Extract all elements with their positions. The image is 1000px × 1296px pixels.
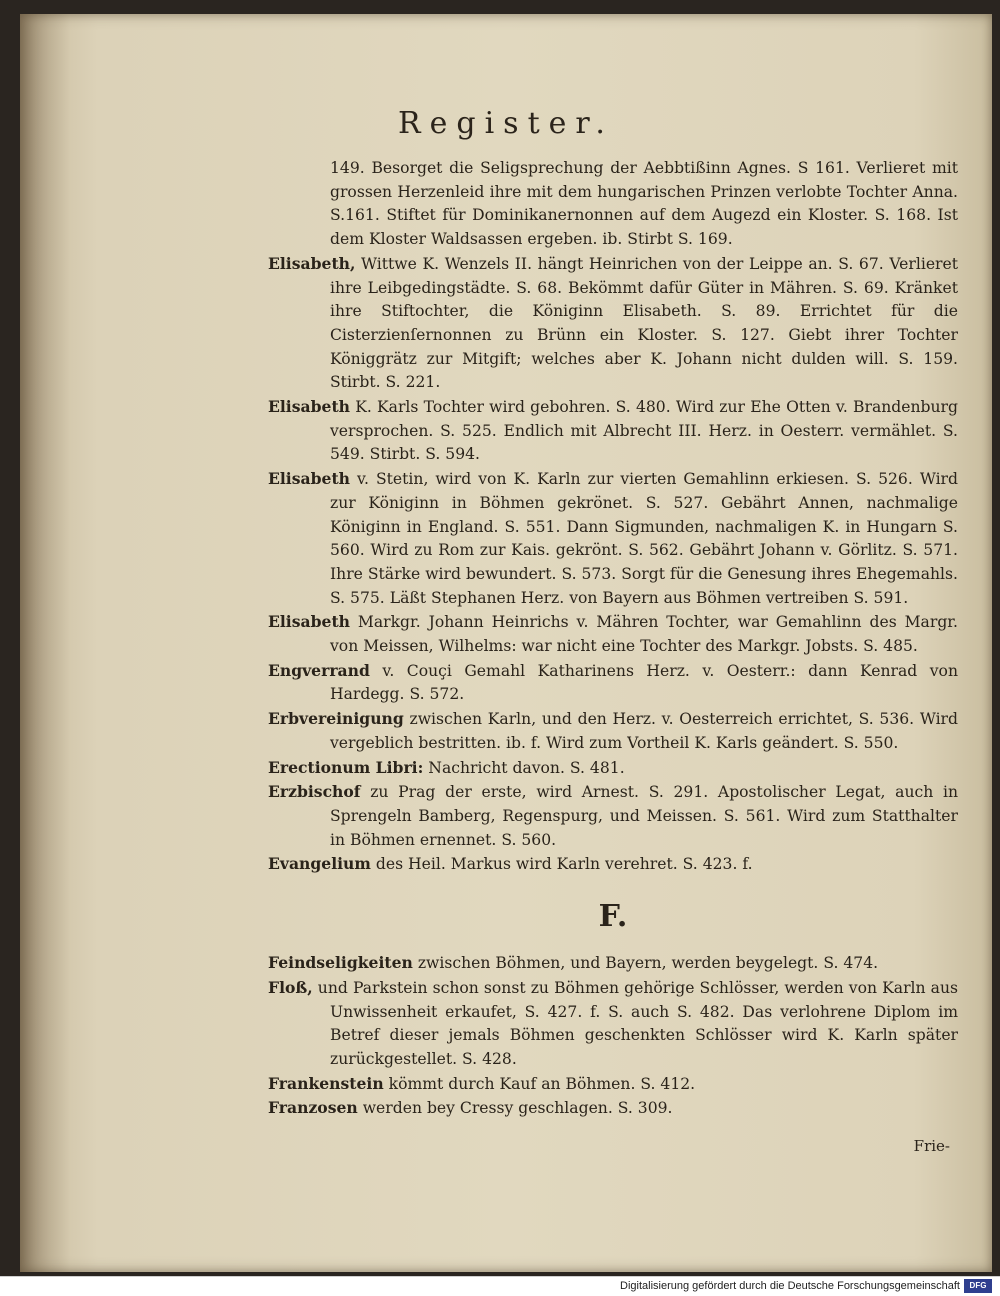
entry-lemma: Evangelium [268,854,371,874]
register-entry [268,756,958,781]
entry-text: Nachricht davon. S. 481. [423,758,625,777]
entry-text: 149. Besorget die Seligsprechung der Aebbtißinn Agnes. S 161. Verlieret mit grossen Herzenleid ihre mit dem hungarischen Prinzen verlobte Tochter Anna. S.161. Stiftet für Dominikanernonnen auf dem Augezd ein Kloster. S. 168. Ist dem Kloster Waldsassen ergeben. ib. Stirbt S. 169. [330,159,958,249]
entry-text: zwischen Karln, und den Herz. v. Oesterreich errichtet, S. 536. Wird vergeblich bestritten. ib. f. Wird zum Vortheil K. Karls geändert. S. 550. [330,710,958,752]
entry-text: kömmt durch Kauf an Böhmen. S. 412. [383,1074,696,1093]
entry-text: zwischen Böhmen, und Bayern, werden beygelegt. S. 474. [412,954,879,973]
register-entry [268,610,958,658]
register-body [268,156,958,1159]
entry-lemma: Frankenstein [268,1073,384,1093]
entry-lemma: Elisabeth [268,612,350,632]
entry-lemma: Elisabeth, [268,253,356,273]
dfg-logo[interactable]: DFG [964,1279,992,1293]
entry-text: v. Stetin, wird von K. Karln zur vierten Gemahlinn erkiesen. S. 526. Wird zur Königinn in Böhmen gekrönet. S. 527. Gebährt Annen, nachmalige Königinn in England. S. 551. Dann Sigmunden, nachmaligen K. in Hungarn S. 560. Wird zu Rom zur Kais. gekrönt. S. 562. Gebährt Johann v. Görlitz. S. 571. Ihre Stärke wird bewundert. S. 573. Sorgt für die Genesung ihres Ehegemahls. S. 575. Läßt Stephanen Herz. von Bayern aus Böhmen vertreiben S. 591. [330,470,958,607]
entry-lemma: Floß, [268,977,313,997]
entry-text: des Heil. Markus wird Karln verehret. S. 423. f. [370,855,753,874]
register-entry [268,467,958,610]
footer-credit: Digitalisierung gefördert durch die Deutsche Forschungsgemeinschaft [620,1280,960,1292]
register-entry [268,395,958,467]
register-entry [268,659,958,707]
entry-text: Markgr. Johann Heinrichs v. Mähren Tochter, war Gemahlinn des Margr. von Meissen, Wilhelms: war nicht eine Tochter des Markgr. Jobsts. S. 485. [330,613,958,656]
register-entry [268,852,958,877]
book-page [20,14,992,1272]
section-letter: F. [598,899,628,935]
entry-lemma: Franzosen [268,1098,358,1118]
entry-lemma: Erzbischof [268,782,361,802]
running-head: Register. [398,106,614,141]
register-entry [268,707,958,755]
entry-text: v. Couçi Gemahl Katharinens Herz. v. Oesterr.: dann Kenrad von Hardegg. S. 572. [330,661,958,704]
register-entry [268,1096,958,1121]
entry-lemma: Elisabeth [268,469,350,489]
register-entry [268,780,958,852]
entry-lemma: Erectionum Libri: [268,757,424,777]
register-entry [268,1072,958,1097]
entry-text: K. Karls Tochter wird gebohren. S. 480. Wird zur Ehe Otten v. Brandenburg versprochen. S. 525. Endlich mit Albrecht III. Herz. in Oesterr. vermählet. S. 549. Stirbt. S. 594. [330,398,958,464]
page-gutter-shadow [20,14,70,1272]
entry-lemma: Elisabeth [268,397,350,417]
entry-text: werden bey Cressy geschlagen. S. 309. [357,1099,673,1118]
entry-lemma: Engverrand [268,660,370,680]
register-entry [268,976,958,1072]
register-entry [268,156,958,252]
entry-text: und Parkstein schon sonst zu Böhmen gehörige Schlösser, werden von Karln aus Unwissenheit erkaufet, S. 427. f. S. auch S. 482. Das verlohrene Diplom im Betref dieser jemals Böhmen geschenkten Schlösser wird K. Karln später zurückgestellet. S. 428. [312,978,958,1068]
register-entry [268,252,958,395]
digitization-footer [0,1276,1000,1296]
entry-lemma: Erbvereinigung [268,709,404,729]
entry-text: zu Prag der erste, wird Arnest. S. 291. Apostolischer Legat, auch in Sprengeln Bamberg, Regenspurg, und Meissen. S. 561. Wird zum Statthalter in Böhmen ernennet. S. 560. [330,783,958,849]
entry-text: Wittwe K. Wenzels II. hängt Heinrichen von der Leippe an. S. 67. Verlieret ihre Leibgedingstädte. S. 68. Bekömmt dafür Güter in Mähren. S. 69. Kränket ihre Stiftochter, die Königinn Elisabeth. S. 89. Errichtet für die Cisterzienſernonnen zu Brünn ein Kloster. S. 127. Giebt ihrer Tochter Königgrätz zur Mitgift; welches aber K. Johann nicht dulden will. S. 159. Stirbt. S. 221. [330,254,958,392]
register-entry [268,951,958,976]
entry-lemma: Feindseligkeiten [268,953,413,973]
catchword: Frie- [913,1137,950,1156]
